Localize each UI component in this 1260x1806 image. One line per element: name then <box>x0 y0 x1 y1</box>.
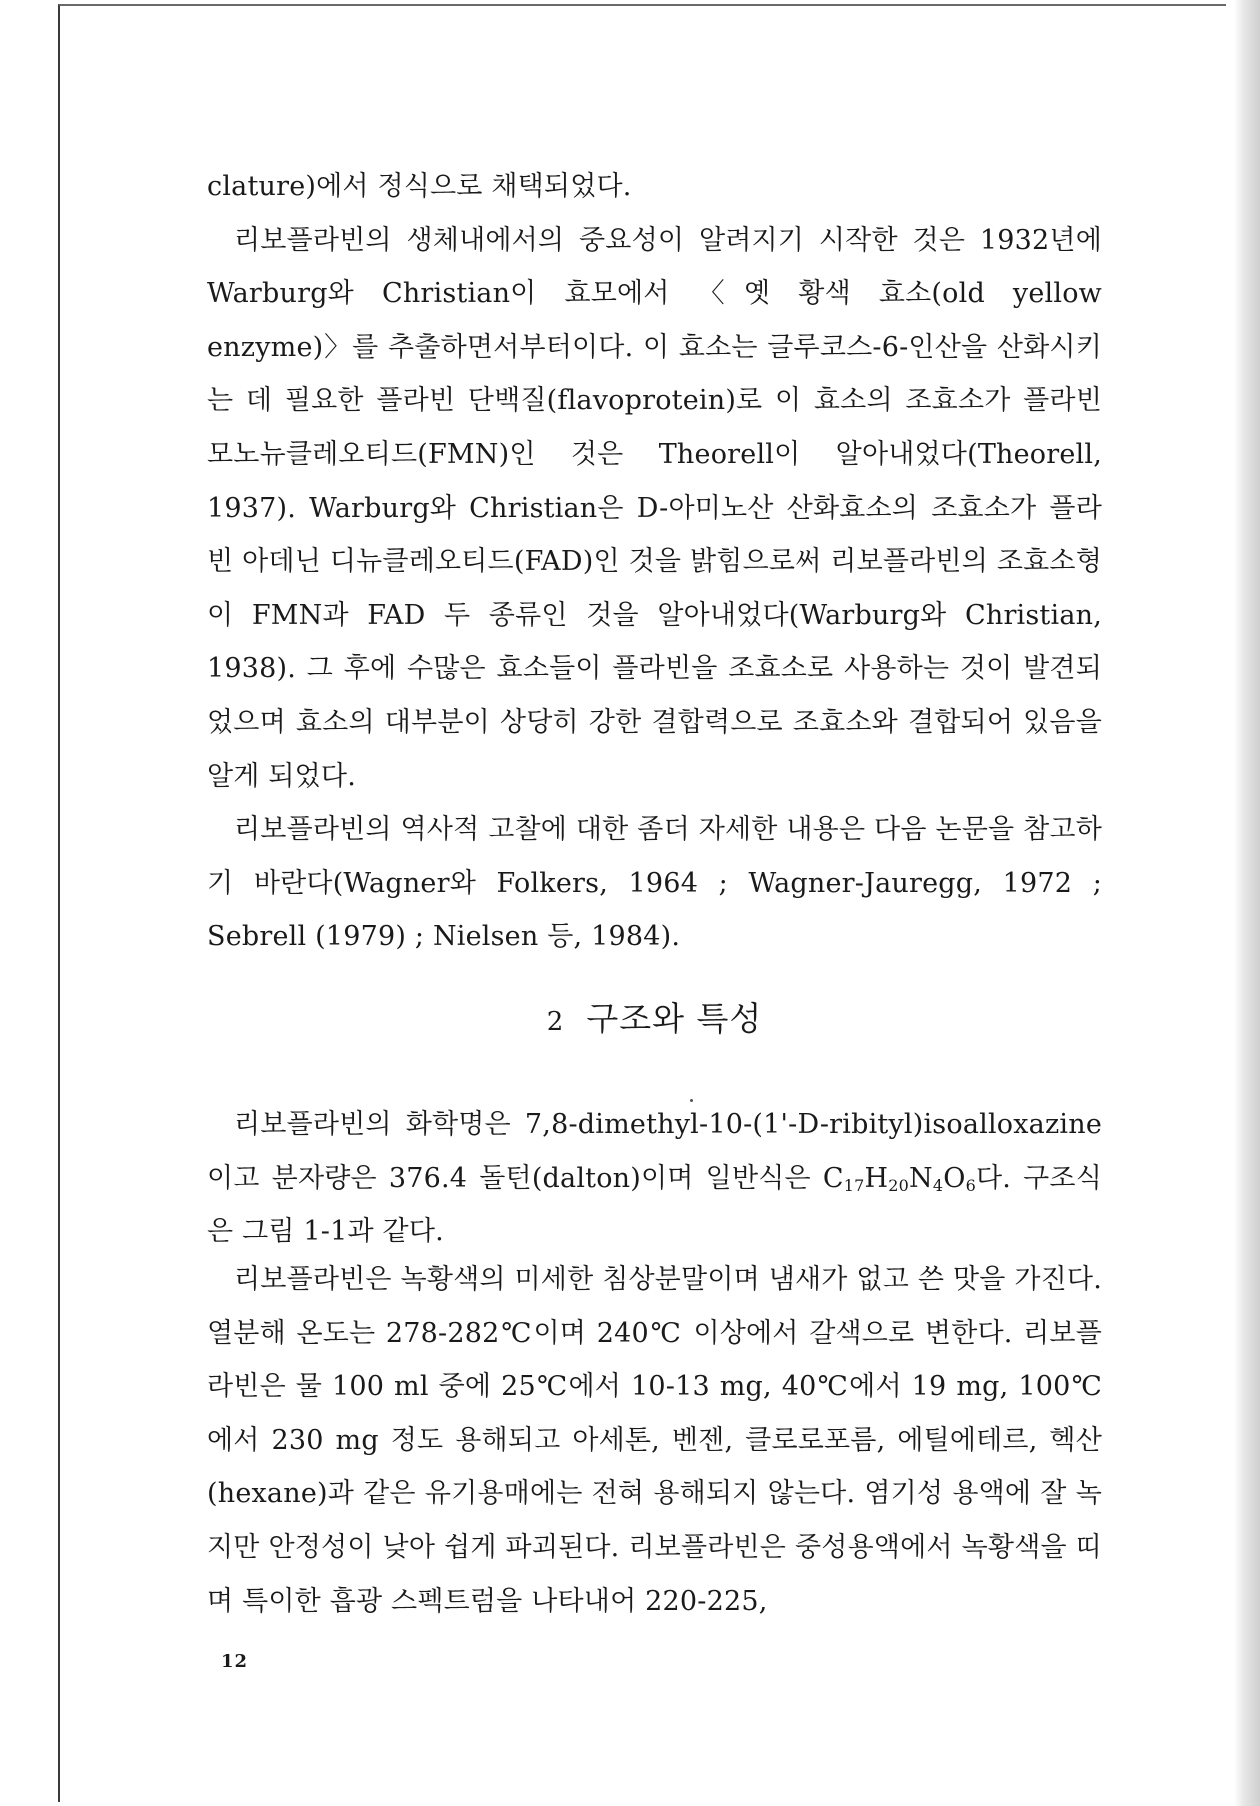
paragraph-properties: 리보플라빈은 녹황색의 미세한 침상분말이며 냄새가 없고 쓴 맛을 가진다. 열분해 온도는 278-282℃이며 240℃ 이상에서 갈색으로 변한다. 리보플라빈은 물 100 ml 중에 25℃에서 10-13 mg, 40℃에서 19 mg, 100℃에서 230 mg 정도 용해되고 아세톤, 벤젠, 클로로포름, 에틸에테르, 헥산 (hexane)과 같은 유기용매에는 전혀 용해되지 않는다. 염기성 용액에 잘 녹지만 안정성이 낮아 쉽게 파괴된다. 리보플라빈은 중성용액에서 녹황색을 띠며 특이한 흡광 스펙트럼을 나타내어 220-225, <box>207 1264 1102 1617</box>
formula: $C_{17}H_{20}N_4O_6$ <box>822 1162 976 1195</box>
section-title: 구조와 특성 <box>586 999 763 1038</box>
paragraph-references: 리보플라빈의 역사적 고찰에 대한 좀더 자세한 내용은 다음 논문을 참고하기 바란다(Wagner와 Folkers, 1964 ; Wagner-Jauregg, 1972 ; Sebrell (1979) ; Nielsen 등, 1984). <box>207 814 1102 953</box>
paragraph-structure <box>207 1098 1102 1259</box>
properties-block <box>207 1253 1102 1628</box>
paragraph-history: 리보플라빈의 생체내에서의 중요성이 알려지기 시작한 것은 1932년에 Warburg와 Christian이 효모에서 〈옛 황색 효소(old yellow enzyme)〉를 추출하면서부터이다. 이 효소는 글루코스-6-인산을 산화시키는 데 필요한 플라빈 단백질(flavoprotein)로 이 효소의 조효소가 플라빈 모노뉴클레오티드(FMN)인 것은 Theorell이 알아내었다(Theorell, 1937). Warburg와 Christian은 D-아미노산 산화효소의 조효소가 플라빈 아데닌 디뉴클레오티드(FAD)인 것을 밝힘으로써 리보플라빈의 조효소형이 FMN과 FAD 두 종류인 것을 알아내었다(Warburg와 Christian, 1938). 그 후에 수많은 효소들이 플라빈을 조효소로 사용하는 것이 발견되었으며 효소의 대부분이 상당히 강한 결합력으로 조효소와 결합되어 있음을 알게 되었다. <box>207 224 1102 792</box>
structure-block <box>207 1098 1102 1259</box>
structure-text-before: 리보플라빈의 화학명은 7,8-dimethyl-10-(1'-D-ribityl)isoalloxazine이고 분자량은 376.4 돌턴(dalton)이며 일반식은 <box>207 1109 1102 1194</box>
page-edge-shadow <box>1234 0 1260 1806</box>
structure-text-after: 다. 구조식은 그림 1-1과 같다. <box>207 1162 1102 1248</box>
page-content <box>207 160 1102 1617</box>
paragraph-continuation: clature)에서 정식으로 채택되었다. <box>207 171 632 202</box>
section-number: 2 <box>546 1007 565 1037</box>
section-heading <box>207 995 1102 1046</box>
page-number: 12 <box>221 1651 249 1672</box>
